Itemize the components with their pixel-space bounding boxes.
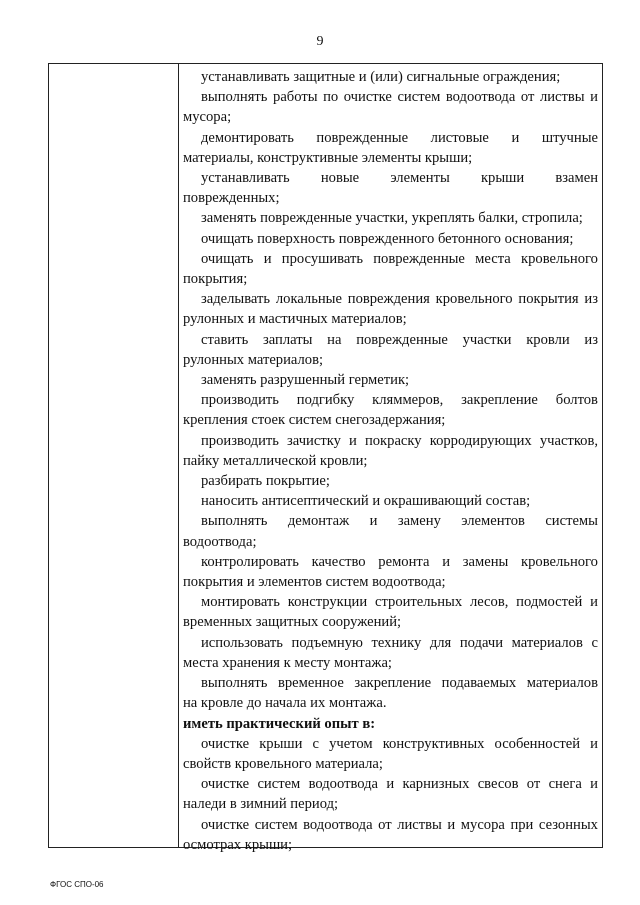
- text-line: заменять разрушенный герметик;: [201, 372, 410, 389]
- text-line: производить зачистку и покраску корродирующих участков,: [201, 432, 598, 449]
- text-line: очистке крыши с учетом конструктивных особенностей и: [201, 735, 598, 752]
- skills-table: [48, 63, 603, 853]
- text-line: производить подгибку кляммеров, закрепление болтов: [201, 392, 598, 409]
- text-line: устанавливать новые элементы крыши взамен: [201, 170, 598, 187]
- text-line: временных защитных сооружений;: [183, 614, 402, 631]
- text-line: контролировать качество ремонта и замены кровельного: [201, 553, 598, 570]
- footer-code: ФГОС СПО-06: [50, 880, 104, 889]
- text-line: пайку металлической кровли;: [183, 452, 368, 469]
- text-line: на кровле до начала их монтажа.: [183, 695, 387, 712]
- text-line: очистке систем водоотвода и карнизных свесов от снега и: [201, 776, 598, 793]
- table-right-column: [183, 67, 598, 855]
- text-line: наледи в зимний период;: [183, 796, 339, 813]
- text-line: использовать подъемную технику для подачи материалов с: [201, 634, 598, 651]
- text-line: места хранения к месту монтажа;: [183, 654, 392, 671]
- text-line: заменять поврежденные участки, укреплять балки, стропила;: [201, 210, 583, 227]
- text-line: заделывать локальные повреждения кровельного покрытия из: [201, 291, 598, 308]
- text-line: наносить антисептический и окрашивающий состав;: [201, 493, 531, 510]
- text-line: материалы, конструктивные элементы крыши;: [183, 149, 473, 166]
- text-line: демонтировать поврежденные листовые и штучные: [201, 129, 598, 146]
- text-line: очищать и просушивать поврежденные места кровельного: [201, 250, 598, 267]
- text-line: поврежденных;: [183, 190, 280, 207]
- text-line: выполнять работы по очистке систем водоотвода от листвы и: [201, 89, 598, 106]
- text-line: очищать поверхность поврежденного бетонного основания;: [201, 230, 574, 247]
- text-line: покрытия;: [183, 271, 248, 288]
- text-line: монтировать конструкции строительных лесов, подмостей и: [201, 594, 598, 611]
- text-line: крепления стоек систем снегозадержания;: [183, 412, 446, 429]
- text-line: водоотвода;: [183, 533, 257, 550]
- text-line: свойств кровельного материала;: [183, 755, 383, 772]
- text-line: разбирать покрытие;: [201, 473, 330, 490]
- text-line: устанавливать защитные и (или) сигнальные ограждения;: [201, 69, 561, 85]
- text-line: мусора;: [183, 109, 232, 126]
- text-line: осмотрах крыши;: [183, 836, 293, 853]
- text-line: рулонных и мастичных материалов;: [183, 311, 407, 328]
- section-heading: иметь практический опыт в:: [183, 715, 376, 732]
- text-line: выполнять временное закрепление подаваемых материалов: [201, 675, 598, 692]
- text-line: очистке систем водоотвода от листвы и мусора при сезонных: [201, 816, 598, 833]
- page-number: 9: [316, 34, 324, 49]
- text-line: покрытия и элементов систем водоотвода;: [183, 574, 446, 591]
- text-line: рулонных материалов;: [183, 351, 324, 368]
- text-line: ставить заплаты на поврежденные участки кровли из: [201, 331, 598, 348]
- table-left-column: [49, 64, 179, 847]
- text-line: выполнять демонтаж и замену элементов системы: [201, 513, 598, 530]
